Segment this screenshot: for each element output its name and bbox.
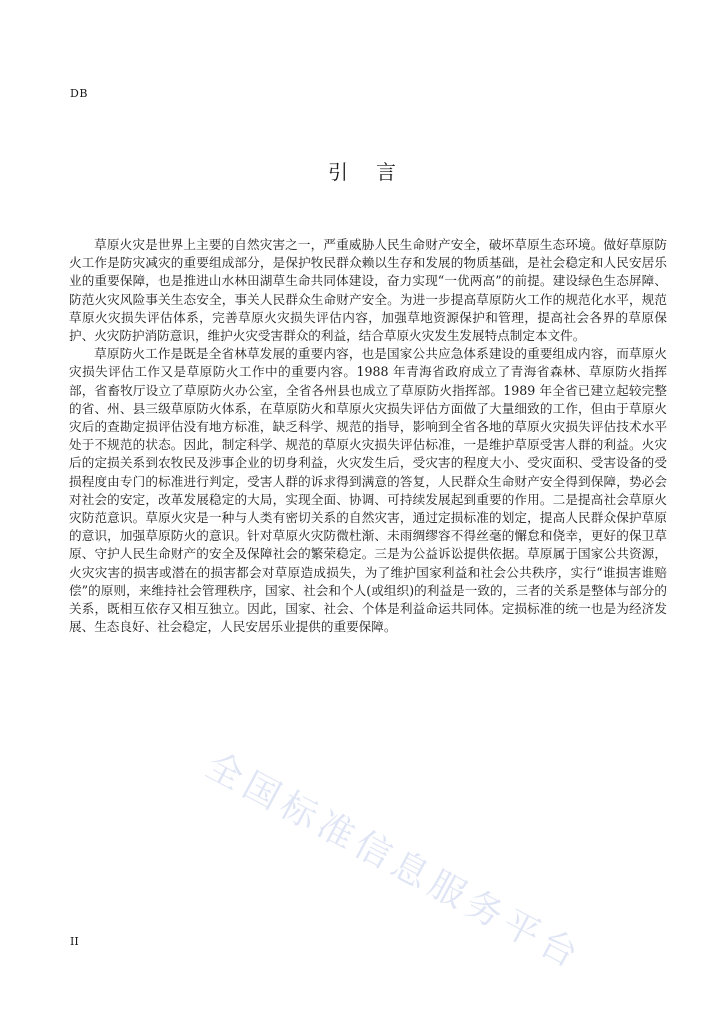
page-number: II	[70, 935, 79, 948]
page-title: 引言	[328, 160, 424, 184]
paragraph-1: 草原火灾是世界上主要的自然灾害之一，严重威胁人民生命财产安全，破坏草原生态环境。做好草原防火工作是防灾减灾的重要组成部分，是保护牧民群众赖以生存和发展的物质基础，是社会稳定和人民安居乐业的重要保障，也是推进山水林田湖草生命共同体建设，奋力实现“一优两高”的前提。建设绿色生态屏障、防范火灾风险事关生态安全，事关人民群众生命财产安全。为进一步提高草原防火工作的规范化水平，规范草原火灾损失评估体系，完善草原火灾损失评估内容，加强草地资源保护和管理，提高社会各界的草原保护、火灾防护消防意识，维护火灾受害群众的利益，结合草原火灾发生发展特点制定本文件。	[69, 237, 667, 344]
body-text	[69, 236, 667, 636]
watermark: 全国标准信息服务平台	[198, 745, 590, 979]
paragraph-2: 草原防火工作是既是全省林草发展的重要内容，也是国家公共应急体系建设的重要组成内容，而草原火灾损失评估工作又是草原防火工作中的重要内容。1988 年青海省政府成立了青海省森林、草原防火指挥部，省畜牧厅设立了草原防火办公室，全省各州县也成立了草原防火指挥部。1989 年全省已建立起较完整的省、州、县三级草原防火体系，在草原防火和草原火灾损失评估方面做了大量细致的工作，但由于草原火灾后的查勘定损评估没有地方标准，缺乏科学、规范的指导，影响到全省各地的草原火灾损失评估技术水平处于不规范的状态。因此，制定科学、规范的草原火灾损失评估标准，一是维护草原受害人群的利益。火灾后的定损关系到农牧民及涉事企业的切身利益，火灾发生后，受灾害的程度大小、受灾面积、受害设备的受损程度由专门的标准进行判定，受害人群的诉求得到满意的答复，人民群众生命财产安全得到保障，势必会对社会的安定，改革发展稳定的大局，实现全面、协调、可持续发展起到重要的作用。二是提高社会草原火灾防范意识。草原火灾是一种与人类有密切关系的自然灾害，通过定损标准的划定，提高人民群众保护草原的意识，加强草原防火的意识。针对草原火灾防微杜渐、未雨绸缪容不得丝毫的懈怠和侥幸，更好的保卫草原、守护人民生命财产的安全及保障社会的繁荣稳定。三是为公益诉讼提供依据。草原属于国家公共资源，火灾灾害的损害或潜在的损害都会对草原造成损失，为了维护国家利益和社会公共秩序，实行“谁损害谁赔偿”的原则，来维持社会管理秩序，国家、社会和个人(或组织)的利益是一致的，三者的关系是整体与部分的关系，既相互依存又相互独立。因此，国家、社会、个体是利益命运共同体。定损标准的统一也是为经济发展、生态良好、社会稳定，人民安居乐业提供的重要保障。	[69, 346, 667, 635]
document-code: DB	[70, 87, 88, 100]
